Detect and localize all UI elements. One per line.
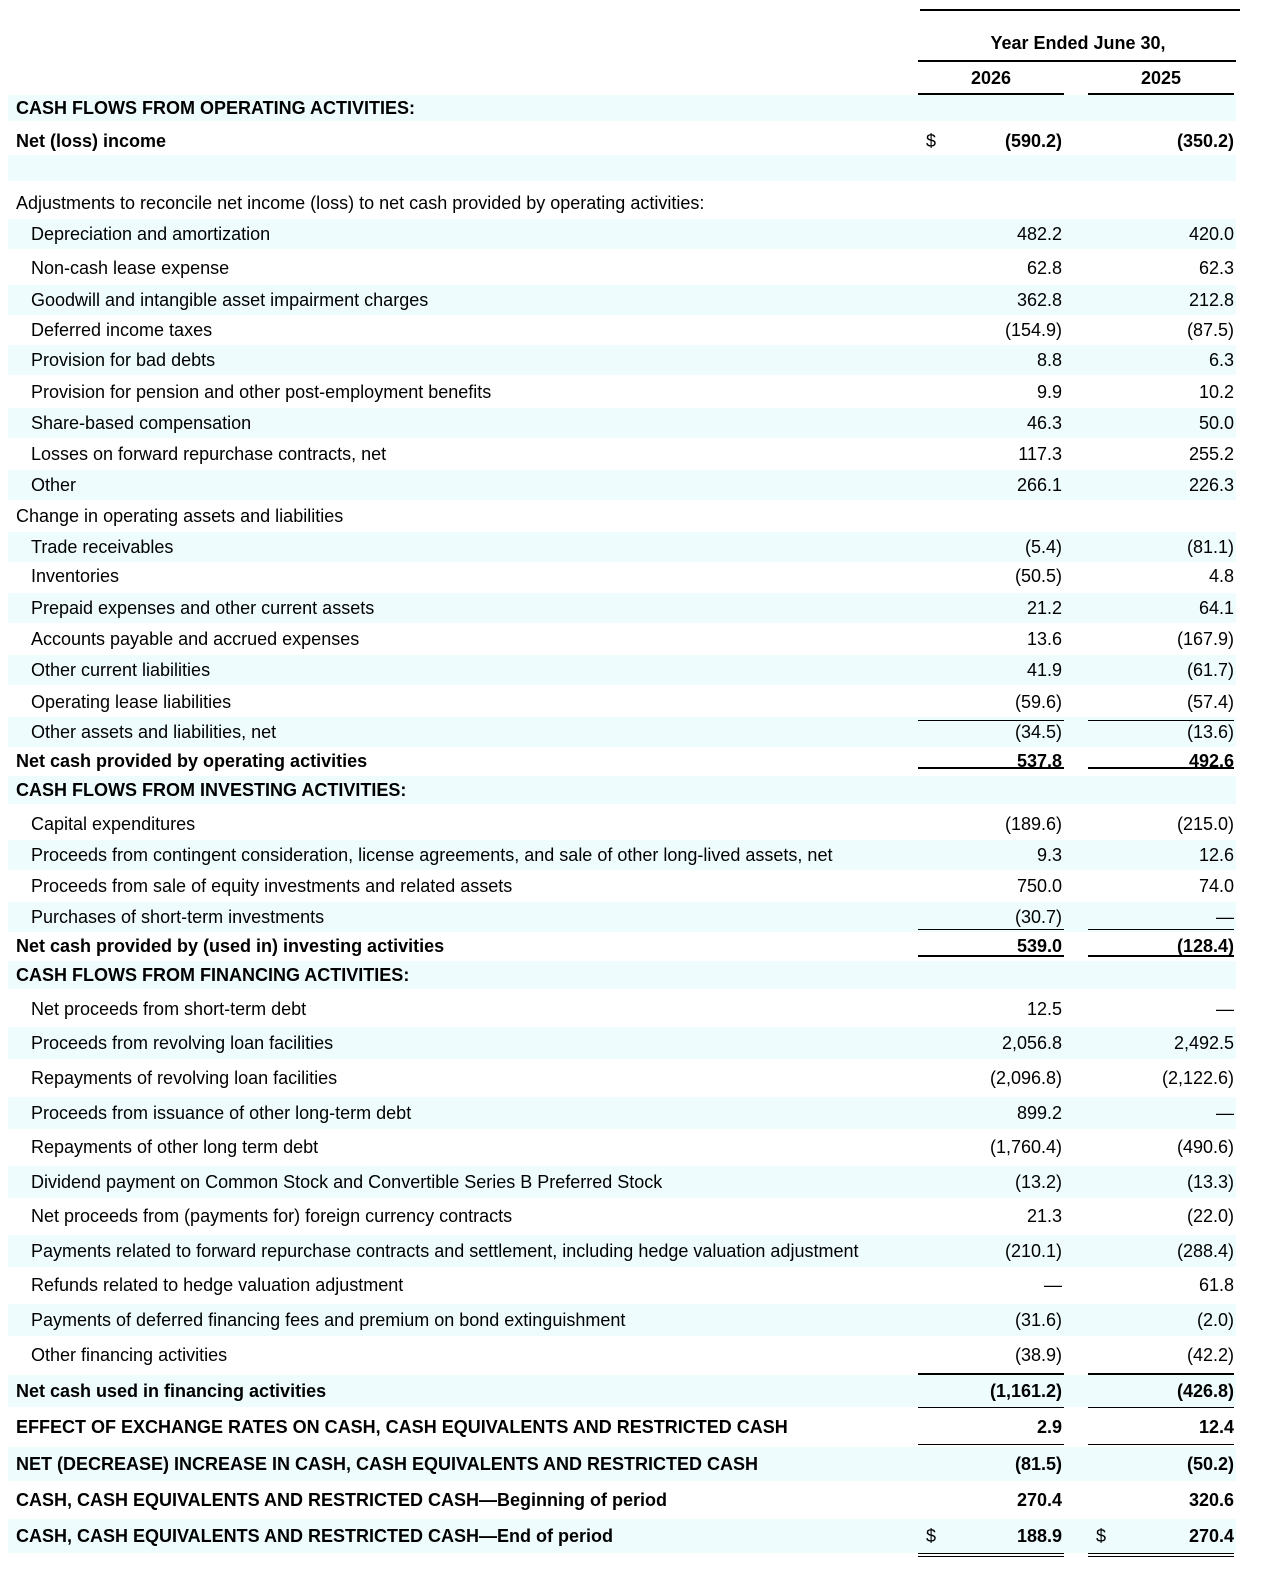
value-2026: (30.7): [1014, 907, 1062, 927]
table-row: [8, 1485, 1236, 1515]
row-label: Capital expenditures: [31, 814, 196, 834]
row-label: Provision for bad debts: [31, 350, 216, 370]
table-row: [8, 155, 1236, 181]
value-2025: 4.8: [1208, 566, 1234, 586]
value-2026: (50.5): [1014, 566, 1062, 586]
value-2026: (154.9): [1004, 320, 1062, 340]
table-row: [8, 1063, 1236, 1093]
row-label: Accounts payable and accrued expenses: [31, 629, 360, 649]
table-row: [8, 1270, 1236, 1300]
row-label: Depreciation and amortization: [31, 224, 271, 244]
dollar-sign: $: [926, 1526, 937, 1546]
value-2025: 212.8: [1188, 290, 1234, 310]
value-2026: 9.3: [1036, 845, 1062, 865]
total-rule: [918, 767, 1064, 769]
value-2026: (59.6): [1014, 692, 1062, 712]
value-2026: (2,096.8): [989, 1068, 1062, 1088]
value-2025: —: [1216, 999, 1234, 1019]
total-rule: [918, 1444, 1064, 1445]
total-rule: [1088, 720, 1234, 721]
top-rule: [920, 9, 1240, 11]
value-2026: 2.9: [1036, 1417, 1062, 1437]
table-row: [8, 95, 1236, 121]
value-2026: 482.2: [1016, 224, 1062, 244]
table-row: [8, 1340, 1236, 1370]
table-row: [8, 1412, 1236, 1442]
row-label: Net cash used in financing activities: [16, 1381, 327, 1401]
table-row: [8, 502, 1236, 530]
value-2025: 320.6: [1188, 1490, 1234, 1510]
row-label: Net proceeds from (payments for) foreign currency contracts: [31, 1206, 513, 1226]
value-2026: 539.0: [1016, 936, 1062, 956]
value-2025: 270.4: [1188, 1526, 1234, 1546]
row-label: Refunds related to hedge valuation adjustment: [31, 1275, 404, 1295]
total-rule: [918, 955, 1064, 957]
table-row: [8, 1166, 1236, 1198]
value-2026: 2,056.8: [1001, 1033, 1062, 1053]
row-label: NET (DECREASE) INCREASE IN CASH, CASH EQUIVALENTS AND RESTRICTED CASH: [16, 1454, 759, 1474]
total-rule: [1088, 767, 1234, 769]
table-row: [8, 902, 1236, 932]
row-label: Purchases of short-term investments: [31, 907, 325, 927]
table-row: [8, 1447, 1236, 1481]
table-row: [8, 1375, 1236, 1407]
column-header-2026: 2026: [970, 68, 1012, 88]
total-rule: [1088, 1373, 1234, 1375]
table-row: [8, 440, 1236, 468]
row-label: Other: [31, 475, 77, 495]
table-row: [8, 593, 1236, 623]
total-rule: [1088, 929, 1234, 930]
row-label: Proceeds from sale of equity investments and related assets: [31, 876, 513, 896]
value-2025: 492.6: [1188, 751, 1234, 771]
value-2025: 64.1: [1198, 598, 1234, 618]
value-2026: 270.4: [1016, 1490, 1062, 1510]
value-2026: 8.8: [1036, 350, 1062, 370]
value-2025: (167.9): [1176, 629, 1234, 649]
period-header-rule: [918, 60, 1236, 62]
value-2025: (13.6): [1186, 722, 1234, 742]
value-2025: (81.1): [1186, 537, 1234, 557]
value-2025: (57.4): [1186, 692, 1234, 712]
table-row: [8, 688, 1236, 716]
value-2026: 899.2: [1016, 1103, 1062, 1123]
value-2025: (42.2): [1186, 1345, 1234, 1365]
row-label: CASH FLOWS FROM INVESTING ACTIVITIES:: [16, 780, 407, 800]
value-2026: (31.6): [1014, 1310, 1062, 1330]
total-rule: [918, 1373, 1064, 1375]
row-label: Provision for pension and other post-employment benefits: [31, 382, 492, 402]
row-label: Proceeds from contingent consideration, license agreements, and sale of other long-lived assets, net: [31, 845, 833, 865]
table-row: [8, 254, 1236, 282]
row-label: Prepaid expenses and other current assets: [31, 598, 375, 618]
value-2026: (210.1): [1004, 1241, 1062, 1261]
row-label: Trade receivables: [31, 537, 174, 557]
table-row: [8, 345, 1236, 375]
value-2026: 188.9: [1016, 1526, 1062, 1546]
table-row: [8, 127, 1236, 155]
value-2025: (426.8): [1176, 1381, 1234, 1401]
total-rule: [1088, 1407, 1234, 1408]
value-2026: (34.5): [1014, 722, 1062, 742]
dollar-sign: $: [1096, 1526, 1107, 1546]
table-row: [8, 532, 1236, 562]
value-2026: —: [1044, 1275, 1062, 1295]
table-row: [8, 776, 1236, 804]
row-label: Losses on forward repurchase contracts, net: [31, 444, 387, 464]
value-2026: 13.6: [1026, 629, 1062, 649]
value-2025: (215.0): [1176, 814, 1234, 834]
total-rule: [918, 720, 1064, 721]
row-label: Repayments of revolving loan facilities: [31, 1068, 338, 1088]
value-2025: (2.0): [1196, 1310, 1234, 1330]
table-row: [8, 285, 1236, 315]
row-label: Net cash provided by operating activities: [16, 751, 368, 771]
value-2026: 9.9: [1036, 382, 1062, 402]
value-2026: 266.1: [1016, 475, 1062, 495]
value-2026: (81.5): [1014, 1454, 1062, 1474]
value-2026: 537.8: [1016, 751, 1062, 771]
value-2025: (61.7): [1186, 660, 1234, 680]
row-label: Payments related to forward repurchase contracts and settlement, including hedge valuation adjustment: [31, 1241, 859, 1261]
value-2026: 46.3: [1026, 413, 1062, 433]
total-rule: [1088, 1444, 1234, 1445]
row-label: Other assets and liabilities, net: [31, 722, 277, 742]
value-2026: 750.0: [1016, 876, 1062, 896]
table-row: [8, 1304, 1236, 1336]
value-2025: —: [1216, 1103, 1234, 1123]
value-2026: (5.4): [1024, 537, 1062, 557]
row-label: EFFECT OF EXCHANGE RATES ON CASH, CASH EQUIVALENTS AND RESTRICTED CASH: [16, 1417, 788, 1437]
table-row: [8, 717, 1236, 747]
table-row: [8, 994, 1236, 1024]
value-2025: (350.2): [1176, 131, 1234, 151]
table-row: [8, 189, 1236, 217]
total-rule: [1088, 1553, 1234, 1557]
value-2026: 117.3: [1018, 444, 1062, 464]
value-2025: —: [1216, 907, 1234, 927]
value-2025: (128.4): [1176, 936, 1234, 956]
table-row: [8, 408, 1236, 438]
value-2025: 255.2: [1188, 444, 1234, 464]
row-label: Share-based compensation: [31, 413, 252, 433]
total-rule: [1088, 955, 1234, 957]
table-row: [8, 1027, 1236, 1059]
total-rule: [918, 929, 1064, 930]
table-row: [8, 1132, 1236, 1162]
value-2025: 50.0: [1198, 413, 1234, 433]
value-2026: (13.2): [1014, 1172, 1062, 1192]
table-row: [8, 378, 1236, 406]
value-2026: (189.6): [1004, 814, 1062, 834]
value-2026: (1,760.4): [989, 1137, 1062, 1157]
table-row: [8, 961, 1236, 989]
table-row: [8, 219, 1236, 249]
value-2025: 226.3: [1188, 475, 1234, 495]
row-label: Payments of deferred financing fees and premium on bond extinguishment: [31, 1310, 626, 1330]
row-label: Goodwill and intangible asset impairment charges: [31, 290, 429, 310]
table-row: [8, 470, 1236, 500]
row-label: CASH FLOWS FROM FINANCING ACTIVITIES:: [16, 965, 410, 985]
value-2025: 2,492.5: [1173, 1033, 1234, 1053]
value-2025: (50.2): [1186, 1454, 1234, 1474]
table-row: [8, 655, 1236, 685]
table-row: [8, 1519, 1236, 1553]
total-rule: [918, 1407, 1064, 1408]
dollar-sign: $: [926, 131, 937, 151]
row-label: Net cash provided by (used in) investing activities: [16, 936, 445, 956]
table-row: [8, 316, 1236, 344]
value-2025: 6.3: [1208, 350, 1234, 370]
table-row: [8, 749, 1236, 773]
row-label: CASH, CASH EQUIVALENTS AND RESTRICTED CASH—Beginning of period: [16, 1490, 668, 1510]
row-label: Dividend payment on Common Stock and Convertible Series B Preferred Stock: [31, 1172, 663, 1192]
value-2026: 362.8: [1016, 290, 1062, 310]
value-2025: (490.6): [1176, 1137, 1234, 1157]
row-label: Adjustments to reconcile net income (loss) to net cash provided by operating activities:: [16, 193, 705, 213]
row-label: Proceeds from revolving loan facilities: [31, 1033, 334, 1053]
table-row: [8, 1235, 1236, 1267]
value-2025: 62.3: [1198, 258, 1234, 278]
value-2025: 61.8: [1198, 1275, 1234, 1295]
table-row: [8, 810, 1236, 838]
table-row: [8, 1097, 1236, 1129]
row-label: Net (loss) income: [16, 131, 167, 151]
value-2026: (1,161.2): [989, 1381, 1062, 1401]
value-2025: 12.6: [1198, 845, 1234, 865]
value-2025: (13.3): [1186, 1172, 1234, 1192]
row-label: Operating lease liabilities: [31, 692, 232, 712]
value-2025: 10.2: [1198, 382, 1234, 402]
row-label: Inventories: [31, 566, 120, 586]
value-2026: 21.2: [1026, 598, 1062, 618]
value-2026: 12.5: [1026, 999, 1062, 1019]
value-2025: 12.4: [1198, 1417, 1234, 1437]
value-2026: 21.3: [1026, 1206, 1062, 1226]
row-label: Repayments of other long term debt: [31, 1137, 319, 1157]
row-label: Deferred income taxes: [31, 320, 213, 340]
table-row: [8, 625, 1236, 653]
value-2026: 41.9: [1026, 660, 1062, 680]
value-2025: 420.0: [1188, 224, 1234, 244]
table-row: [8, 562, 1236, 590]
value-2026: (590.2): [1004, 131, 1062, 151]
row-label: Non-cash lease expense: [31, 258, 230, 278]
row-label: Net proceeds from short-term debt: [31, 999, 307, 1019]
row-label: Other current liabilities: [31, 660, 211, 680]
value-2026: (38.9): [1014, 1345, 1062, 1365]
row-label: Other financing activities: [31, 1345, 228, 1365]
period-header: Year Ended June 30,: [990, 33, 1166, 53]
table-row: [8, 872, 1236, 900]
value-2025: 74.0: [1198, 876, 1234, 896]
row-label: CASH FLOWS FROM OPERATING ACTIVITIES:: [16, 98, 415, 118]
column-header-2025: 2025: [1140, 68, 1182, 88]
row-label: Proceeds from issuance of other long-term debt: [31, 1103, 412, 1123]
value-2025: (22.0): [1186, 1206, 1234, 1226]
value-2025: (288.4): [1176, 1241, 1234, 1261]
value-2025: (2,122.6): [1161, 1068, 1234, 1088]
row-label: CASH, CASH EQUIVALENTS AND RESTRICTED CASH—End of period: [16, 1526, 614, 1546]
table-row: [8, 1201, 1236, 1231]
total-rule: [918, 1553, 1064, 1557]
value-2026: 62.8: [1026, 258, 1062, 278]
table-row: [8, 840, 1236, 870]
row-label: Change in operating assets and liabilities: [16, 506, 344, 526]
value-2025: (87.5): [1186, 320, 1234, 340]
